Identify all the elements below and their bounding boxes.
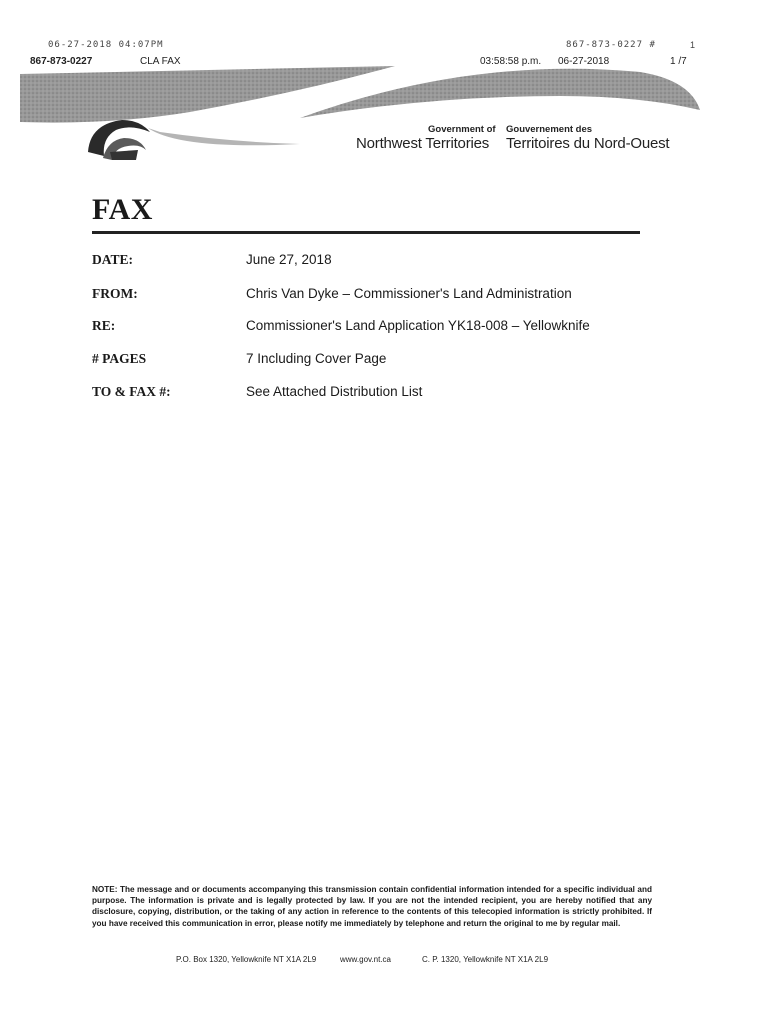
sender-fax-number: 867-873-0227: [30, 56, 93, 67]
fax-page-tick: 1: [690, 40, 696, 50]
banner-left-band: [20, 66, 395, 123]
transmission-time: 03:58:58 p.m.: [480, 56, 542, 67]
banner-right-band: [300, 69, 700, 118]
transmission-date: 06-27-2018: [558, 56, 610, 67]
field-value: June 27, 2018: [246, 252, 332, 267]
fax-timestamp-line: 06-27-2018 04:07PM: [48, 40, 164, 50]
page-count: 1 /7: [670, 56, 687, 67]
field-value: 7 Including Cover Page: [246, 351, 387, 366]
field-value: Chris Van Dyke – Commissioner's Land Administration: [246, 286, 572, 301]
field-value: Commissioner's Land Application YK18-008 – Yellowknife: [246, 318, 590, 333]
field-label: # PAGES: [92, 351, 147, 366]
fax-title: FAX: [92, 193, 153, 226]
gov-name-french: Territoires du Nord-Ouest: [506, 135, 670, 152]
confidentiality-note: NOTE: The message and or documents accompanying this transmission contain confidential information intended for a specific individual and purpose. The information is private and is legally protected by law. If you are not the intended recipient, you are hereby notified that any disclosure, copying, distribution, or the taking of any action in reference to the contents of this telecopied information is strictly prohibited. If you have received this communication in error, please notify me immediately by telephone and return the original to me by regular mail.: [92, 885, 652, 928]
field-value: See Attached Distribution List: [246, 384, 423, 399]
footer-address: P.O. Box 1320, Yellowknife NT X1A 2L9: [176, 955, 317, 964]
banner-tail: [148, 128, 300, 145]
gov-name-english: Northwest Territories: [356, 135, 490, 152]
field-label: DATE:: [92, 252, 134, 267]
gouvernement-des-label: Gouvernement des: [506, 124, 593, 135]
sender-department: CLA FAX: [140, 56, 181, 67]
government-of-label: Government of: [428, 124, 496, 135]
polar-bear-logo-icon: [88, 120, 150, 160]
title-divider: [92, 231, 640, 234]
field-label: FROM:: [92, 286, 138, 301]
fax-number-line: 867-873-0227 #: [566, 40, 656, 50]
footer-website: www.gov.nt.ca: [340, 955, 391, 964]
letterhead-banner: [0, 0, 770, 180]
field-label: TO & FAX #:: [92, 384, 171, 399]
field-label: RE:: [92, 318, 116, 333]
footer-address-french: C. P. 1320, Yellowknife NT X1A 2L9: [422, 955, 549, 964]
